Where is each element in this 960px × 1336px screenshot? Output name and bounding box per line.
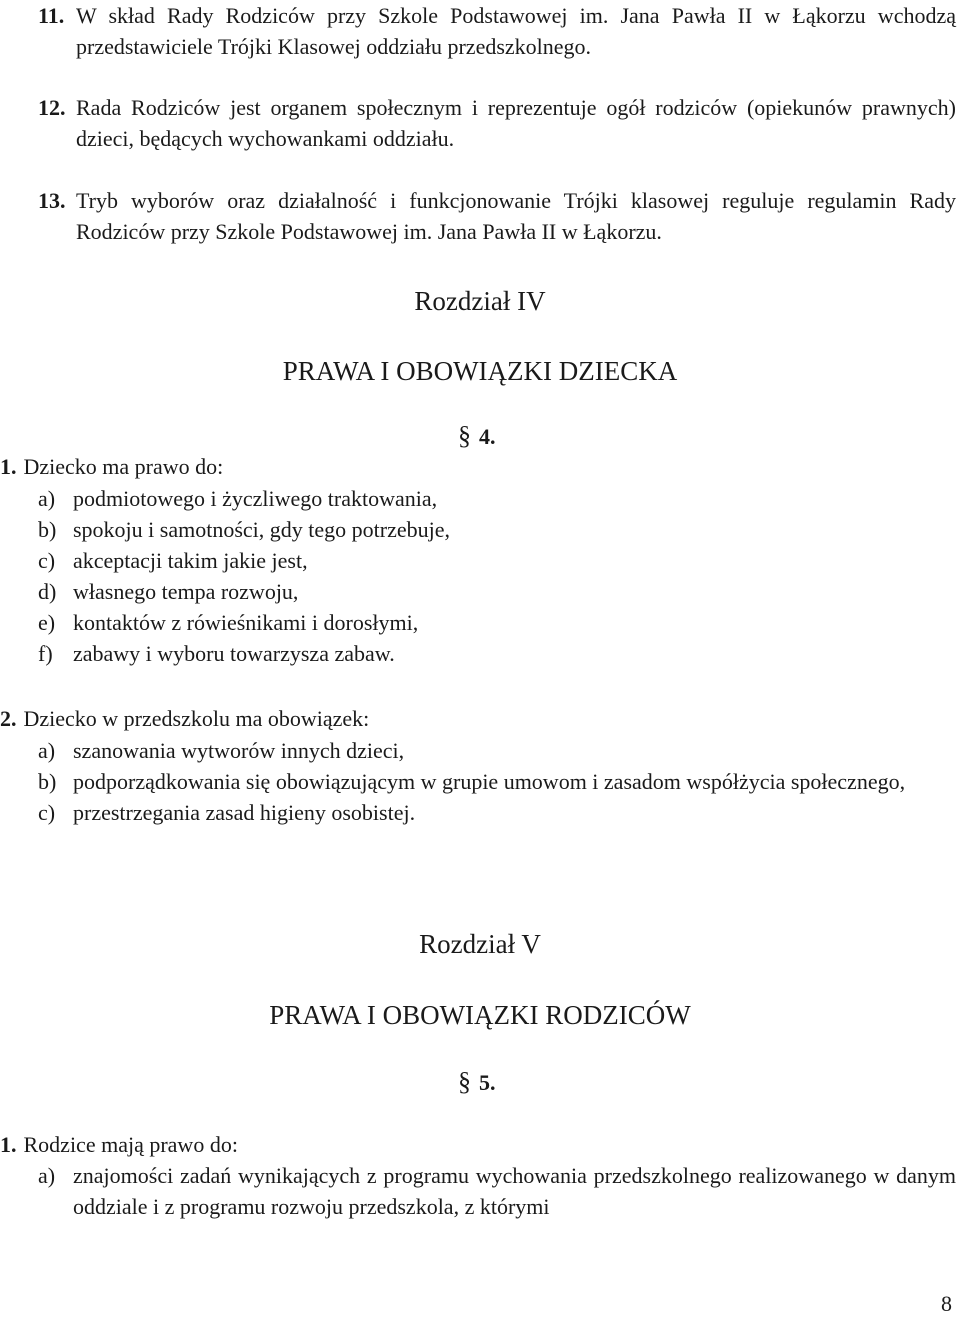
point-number: 1. (0, 454, 17, 479)
list-item (38, 1160, 956, 1222)
chapter-5-subtitle: PRAWA I OBOWIĄZKI RODZICÓW (269, 1000, 691, 1030)
list-letter: a) (38, 738, 56, 763)
list-letter: a) (38, 486, 56, 511)
item-number: 13. (38, 188, 66, 213)
list-letter: c) (38, 548, 56, 573)
list-text: podporządkowania się obowiązującym w grupie umowom i zasadom współżycia społecznego, (73, 769, 906, 794)
parent-rights-list (38, 1160, 956, 1222)
list-letter: d) (38, 579, 57, 604)
item-13 (38, 185, 956, 247)
list-text: przestrzegania zasad higieny osobistej. (73, 800, 416, 825)
list-item (38, 483, 956, 514)
list-item (38, 797, 956, 828)
point-number: 2. (0, 706, 17, 731)
list-item (38, 545, 956, 576)
item-12 (38, 92, 956, 154)
child-rights-list (38, 483, 956, 669)
item-11 (38, 0, 956, 62)
list-text: spokoju i samotności, gdy tego potrzebuje, (73, 517, 450, 542)
list-text: podmiotowego i życzliwego traktowania, (73, 486, 438, 511)
list-letter: b) (38, 517, 57, 542)
point-intro: Dziecko w przedszkolu ma obowiązek: (23, 706, 370, 731)
list-item (38, 638, 956, 669)
list-letter: a) (38, 1163, 56, 1188)
section-4-mark (458, 420, 496, 452)
point-number: 1. (0, 1132, 17, 1157)
list-letter: e) (38, 610, 56, 635)
item-text: Rada Rodziców jest organem społecznym i reprezentuje ogół rodziców (opiekunów prawnych) dzieci, będących wychowankami oddziału. (76, 95, 956, 151)
list-letter: f) (38, 641, 53, 666)
list-text: kontaktów z rówieśnikami i dorosłymi, (73, 610, 419, 635)
chapter-4-title: Rozdział IV (414, 286, 546, 316)
child-rights-intro (0, 451, 223, 482)
list-text: szanowania wytworów innych dzieci, (73, 738, 405, 763)
section-number: 4. (479, 424, 496, 449)
list-letter: c) (38, 800, 56, 825)
list-text: własnego tempa rozwoju, (73, 579, 299, 604)
list-item (38, 607, 956, 638)
page-number: 8 (941, 1291, 952, 1316)
list-letter: b) (38, 769, 57, 794)
item-number: 12. (38, 95, 66, 120)
list-text: znajomości zadań wynikających z programu wychowania przedszkolnego realizowanego w danym oddziale i z programu rozwoju przedszkola, z którymi (73, 1163, 956, 1219)
chapter-5-title: Rozdział V (419, 929, 541, 959)
list-item (38, 514, 956, 545)
parent-rights-intro (0, 1129, 238, 1160)
point-intro: Rodzice mają prawo do: (23, 1132, 238, 1157)
section-5-mark (458, 1066, 496, 1098)
point-intro: Dziecko ma prawo do: (23, 454, 224, 479)
section-symbol-icon: § (458, 1067, 471, 1096)
item-text: W skład Rady Rodziców przy Szkole Podstawowej im. Jana Pawła II w Łąkorzu wchodzą przedstawiciele Trójki Klasowej oddziału przedszkolnego. (76, 3, 956, 59)
list-item (38, 576, 956, 607)
child-duties-list (38, 735, 956, 828)
list-text: zabawy i wyboru towarzysza zabaw. (73, 641, 395, 666)
list-text: akceptacji takim jakie jest, (73, 548, 308, 573)
list-item (38, 735, 956, 766)
section-number: 5. (479, 1070, 496, 1095)
chapter-4-subtitle: PRAWA I OBOWIĄZKI DZIECKA (282, 356, 678, 386)
list-item (38, 766, 956, 797)
child-duties-intro (0, 703, 369, 734)
item-number: 11. (38, 3, 65, 28)
item-text: Tryb wyborów oraz działalność i funkcjonowanie Trójki klasowej reguluje regulamin Rady Rodziców przy Szkole Podstawowej im. Jana Pawła II w Łąkorzu. (76, 188, 956, 244)
section-symbol-icon: § (458, 421, 471, 450)
